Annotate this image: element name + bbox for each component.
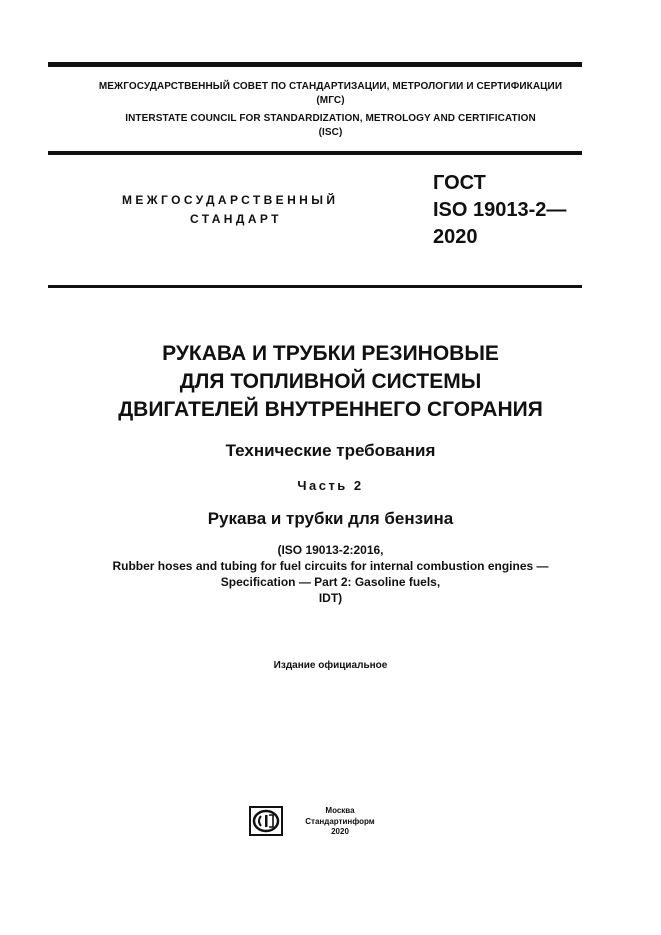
council-ru-line2: (МГС) <box>316 95 345 106</box>
document-subtitle: Технические требования <box>225 441 436 460</box>
gost-designation <box>433 170 566 251</box>
international-line2: Rubber hoses and tubing for fuel circuits for internal combustion engines — <box>112 559 549 573</box>
title-line3: ДВИГАТЕЛЕЙ ВНУТРЕННЕГО СГОРАНИЯ <box>118 398 543 421</box>
publisher-year: 2020 <box>331 827 349 836</box>
part-title: Рукава и трубки для бензина <box>207 509 454 528</box>
gost-designation-line1: ГОСТ <box>433 172 486 194</box>
top-rule <box>48 62 582 67</box>
publisher-city: Москва <box>325 806 355 815</box>
title-line2: ДЛЯ ТОПЛИВНОЙ СИСТЕМЫ <box>179 370 482 393</box>
international-line4: IDT) <box>318 591 343 605</box>
international-line1: (ISO 19013-2:2016, <box>277 543 384 557</box>
header-bottom-rule <box>48 151 582 155</box>
gost-designation-line2: ISO 19013-2— <box>433 199 567 221</box>
edition-label: Издание официальное <box>273 660 388 671</box>
publisher-name: Стандартинформ <box>305 816 375 826</box>
publisher-block <box>292 806 388 838</box>
council-en-line1: INTERSTATE COUNCIL FOR STANDARDIZATION, METROLOGY AND CERTIFICATION <box>125 113 536 124</box>
standard-type-line1: МЕЖГОСУДАРСТВЕННЫЙ <box>122 193 339 207</box>
council-ru-line1: МЕЖГОСУДАРСТВЕННЫЙ СОВЕТ ПО СТАНДАРТИЗАЦИИ, МЕТРОЛОГИИ И СЕРТИФИКАЦИИ <box>98 81 563 92</box>
gost-designation-line3: 2020 <box>433 226 478 248</box>
council-en <box>0 112 661 140</box>
international-line3: Specification — Part 2: Gasoline fuels, <box>220 575 441 589</box>
standard-type-line2: СТАНДАРТ <box>190 212 282 226</box>
international-reference <box>0 542 661 606</box>
standartinform-logo-icon <box>249 806 283 836</box>
council-ru <box>0 80 661 108</box>
designation-rule <box>48 285 582 288</box>
document-title <box>0 340 661 424</box>
council-en-line2: (ISC) <box>318 127 343 138</box>
title-line1: РУКАВА И ТРУБКИ РЕЗИНОВЫЕ <box>162 342 499 365</box>
part-number: Часть 2 <box>297 478 364 493</box>
